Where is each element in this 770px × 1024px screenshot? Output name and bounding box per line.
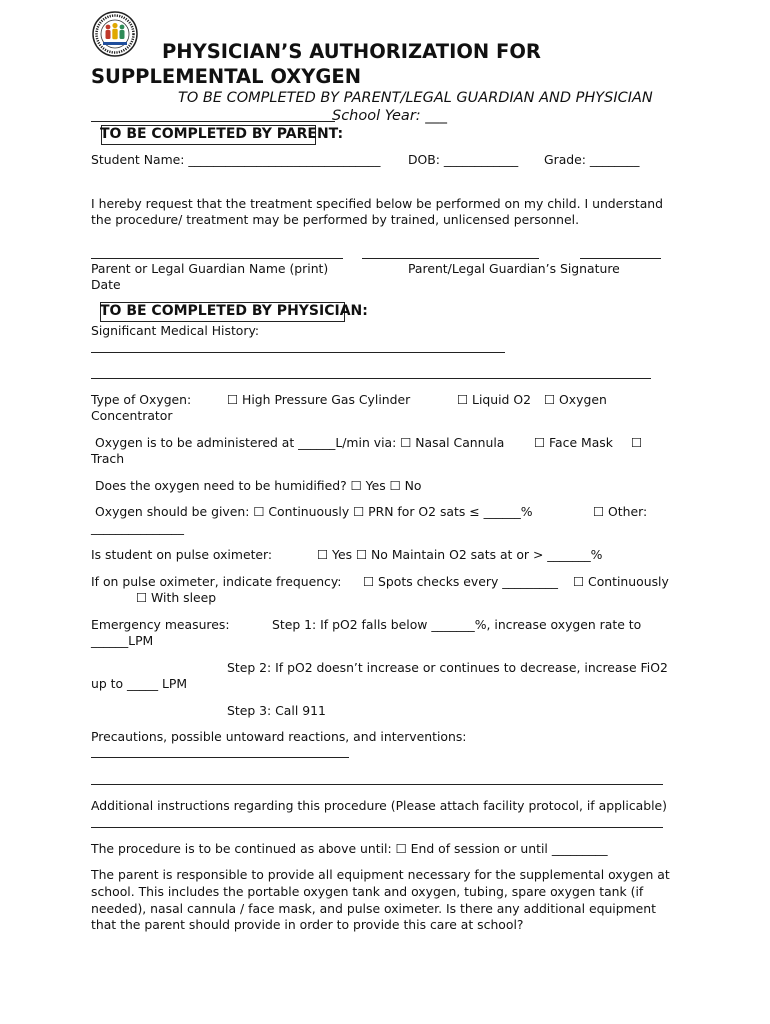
emergency-measures-label: Emergency measures: xyxy=(91,617,230,632)
additional-instructions-line[interactable] xyxy=(91,827,663,828)
additional-instructions-label: Additional instructions regarding this procedure (Please attach facility protocol, if applicable) xyxy=(91,798,667,813)
precautions-line1[interactable] xyxy=(91,757,349,758)
option-high-pressure-cylinder[interactable]: ☐ High Pressure Gas Cylinder xyxy=(227,392,411,407)
emergency-step2[interactable]: Step 2: If pO2 doesn’t increase or continues to decrease, increase FiO2 xyxy=(227,660,668,675)
equipment-text-line3: needed), nasal cannula / face mask, and pulse oximeter. Is there any additional equipment xyxy=(91,901,657,916)
trach-checkbox[interactable]: ☐ xyxy=(631,435,643,450)
subtitle-rule xyxy=(91,121,335,122)
equipment-text-line4: that the parent should provide in order to provide this care at school? xyxy=(91,917,524,932)
oxygen-given-line[interactable]: Oxygen should be given: ☐ Continuously ☐ PRN for O2 sats ≤ ______% xyxy=(95,504,533,519)
form-title-line1: PHYSICIAN’S AUTHORIZATION FOR xyxy=(162,40,541,63)
emergency-step1[interactable]: Step 1: If pO2 falls below _______%, increase oxygen rate to xyxy=(272,617,642,632)
option-face-mask[interactable]: ☐ Face Mask xyxy=(534,435,613,450)
option-other[interactable]: ☐ Other: xyxy=(593,504,648,519)
medical-history-line1[interactable] xyxy=(91,352,505,353)
guardian-signature-line[interactable] xyxy=(362,258,539,259)
emergency-step3: Step 3: Call 911 xyxy=(227,703,326,718)
medical-history-line2[interactable] xyxy=(91,378,651,379)
guardian-name-label: Parent or Legal Guardian Name (print) xyxy=(91,261,329,276)
emergency-step1-continuation[interactable]: ______LPM xyxy=(91,633,154,648)
other-blank[interactable]: _______________ xyxy=(91,520,184,535)
humidified-question[interactable]: Does the oxygen need to be humidified? ☐ Yes ☐ No xyxy=(95,478,422,493)
equipment-text-line1: The parent is responsible to provide all equipment necessary for the supplemental oxygen at xyxy=(91,867,670,882)
date-label: Date xyxy=(91,277,121,292)
precautions-label: Precautions, possible untoward reactions, and interventions: xyxy=(91,729,467,744)
option-trach-label: Trach xyxy=(91,451,125,466)
guardian-signature-label: Parent/Legal Guardian’s Signature xyxy=(408,261,620,276)
grade-field[interactable]: Grade: ________ xyxy=(544,152,640,167)
parent-section-heading: TO BE COMPLETED BY PARENT: xyxy=(100,126,344,142)
school-district-seal-logo xyxy=(92,11,138,57)
pulse-oximeter-label: Is student on pulse oximeter: xyxy=(91,547,273,562)
option-oxygen-concentrator[interactable]: ☐ Oxygen xyxy=(544,392,607,407)
children-figures-icon xyxy=(106,23,125,39)
continue-until-line[interactable]: The procedure is to be continued as above until: ☐ End of session or until _________ xyxy=(91,841,608,856)
student-name-field[interactable]: Student Name: _______________________________ xyxy=(91,152,381,167)
precautions-line2[interactable] xyxy=(91,784,663,785)
option-liquid-o2[interactable]: ☐ Liquid O2 xyxy=(457,392,531,407)
dob-field[interactable]: DOB: ____________ xyxy=(408,152,519,167)
physician-section-heading: TO BE COMPLETED BY PHYSICIAN: xyxy=(100,303,368,319)
administration-line[interactable]: Oxygen is to be administered at ______L/min via: ☐ Nasal Cannula xyxy=(95,435,505,450)
date-line[interactable] xyxy=(580,258,661,259)
emergency-step2-continuation[interactable]: up to _____ LPM xyxy=(91,676,188,691)
request-text-line2: the procedure/ treatment may be performed by trained, unlicensed personnel. xyxy=(91,212,580,227)
option-continuously[interactable]: ☐ Continuously xyxy=(573,574,669,589)
guardian-name-line[interactable] xyxy=(91,258,343,259)
equipment-text-line2: school. This includes the portable oxygen tank and oxygen, tubing, spare oxygen tank (if xyxy=(91,884,644,899)
request-text-line1: I hereby request that the treatment specified below be performed on my child. I understand xyxy=(91,196,664,211)
option-with-sleep[interactable]: ☐ With sleep xyxy=(136,590,217,605)
form-title-line2: SUPPLEMENTAL OXYGEN xyxy=(91,65,362,88)
school-year: School Year: ___ xyxy=(332,108,448,124)
oxygen-type-label: Type of Oxygen: xyxy=(91,392,192,407)
form-subtitle: TO BE COMPLETED BY PARENT/LEGAL GUARDIAN AND PHYSICIAN xyxy=(178,90,653,106)
medical-history-label: Significant Medical History: xyxy=(91,323,260,338)
pulse-oximeter-options[interactable]: ☐ Yes ☐ No Maintain O2 sats at or > _______% xyxy=(317,547,603,562)
oxygen-type-continuation: Concentrator xyxy=(91,408,173,423)
option-spot-checks[interactable]: ☐ Spots checks every _________ xyxy=(363,574,558,589)
frequency-label: If on pulse oximeter, indicate frequency: xyxy=(91,574,342,589)
